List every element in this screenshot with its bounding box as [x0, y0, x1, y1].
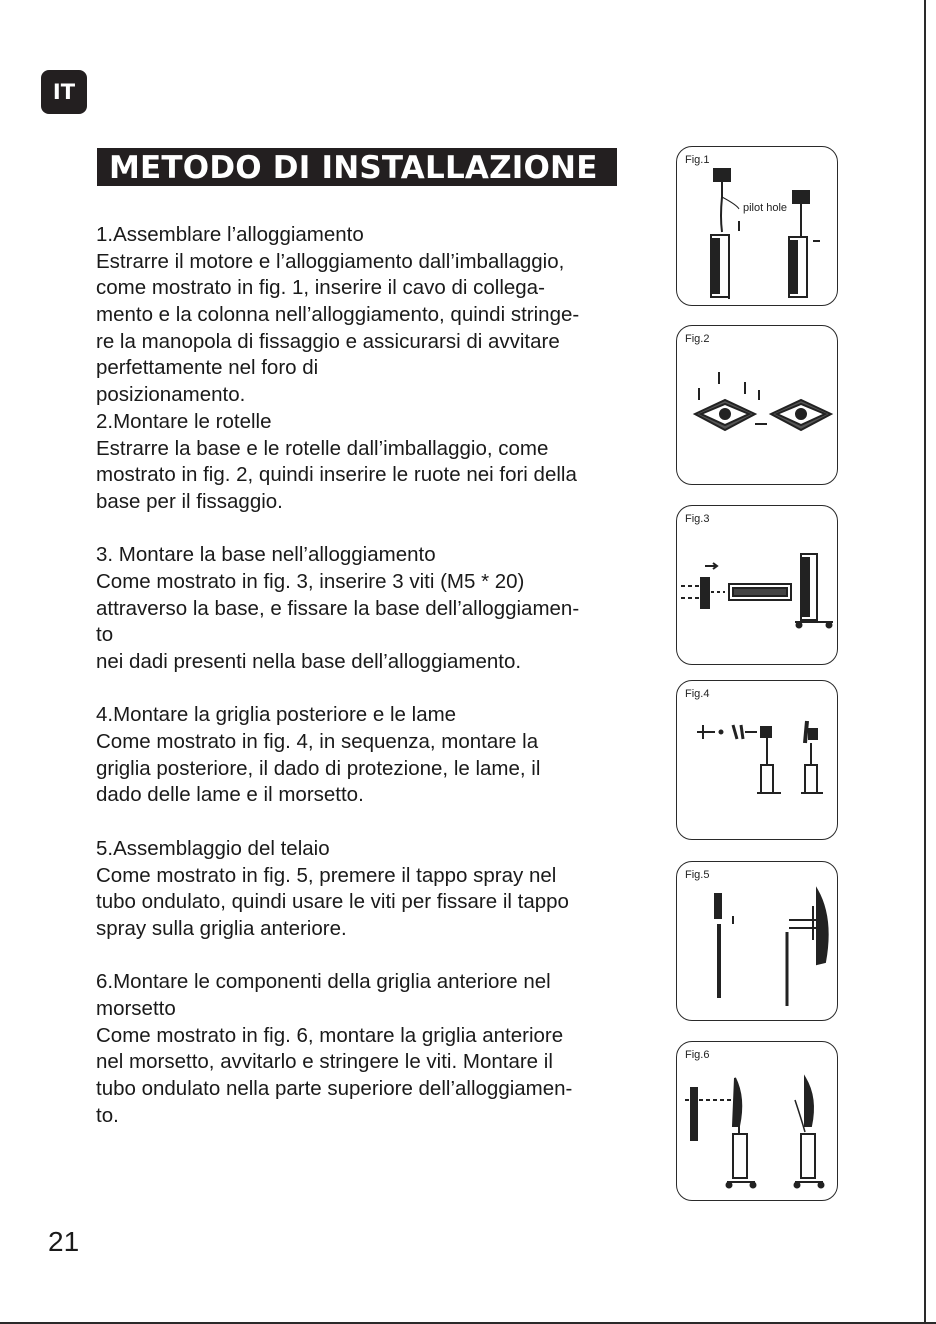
- figure-label: Fig.6: [685, 1049, 710, 1061]
- text-line: perfettamente nel foro di: [96, 356, 319, 380]
- text-line: Come mostrato in fig. 5, premere il tappo spray nel: [96, 863, 557, 887]
- text-line: 6.Montare le componenti della griglia anteriore nel: [96, 970, 551, 994]
- fig3-illustration: [677, 506, 839, 666]
- text-line: 1.Assemblare l’alloggiamento: [96, 223, 364, 246]
- text-line: 4.Montare la griglia posteriore e le lame: [96, 703, 457, 727]
- page-title: METODO DI INSTALLAZIONE: [97, 148, 617, 186]
- instructions-text: [96, 222, 636, 1129]
- text-line: posizionamento.: [96, 383, 246, 407]
- fig4-illustration: [677, 681, 839, 841]
- fig2-illustration: [677, 326, 839, 486]
- figure-2: [676, 325, 838, 485]
- text-line: nei dadi presenti nella base dell’alloggiamento.: [96, 650, 522, 673]
- text-line: Estrarre la base e le rotelle dall’imballaggio, come: [96, 436, 549, 460]
- text-line: Come mostrato in fig. 4, in sequenza, montare la: [96, 730, 539, 754]
- text-line: re la manopola di fissaggio e assicurarsi di avvitare: [96, 329, 560, 353]
- text-line: griglia posteriore, il dado di protezione, le lame, il: [96, 756, 541, 780]
- text-line: spray sulla griglia anteriore.: [96, 916, 347, 940]
- text-line: Come mostrato in fig. 3, inserire 3 viti (M5 * 20): [96, 569, 525, 593]
- text-line: 3. Montare la base nell’alloggiamento: [96, 543, 436, 567]
- text-line: mostrato in fig. 2, quindi inserire le ruote nei fori della: [96, 463, 577, 487]
- figure-6: [676, 1041, 838, 1201]
- fig5-illustration: [677, 862, 839, 1022]
- text-line: to: [96, 623, 114, 647]
- page-number: 21: [48, 1226, 80, 1257]
- text-line: 2.Montare le rotelle: [96, 409, 272, 433]
- paragraph-gap: [96, 516, 636, 543]
- figure-label: Fig.2: [685, 333, 710, 345]
- text-line: Come mostrato in fig. 6, montare la griglia anteriore: [96, 1023, 564, 1047]
- text-line: tubo ondulato nella parte superiore dell’alloggiamen-: [96, 1077, 573, 1100]
- pilot-hole-annotation: pilot hole: [743, 202, 788, 214]
- language-badge: IT: [41, 70, 87, 114]
- fig1-illustration: [677, 147, 839, 307]
- fig6-illustration: [677, 1042, 839, 1202]
- figure-3: [676, 505, 838, 665]
- text-line: Estrarre il motore e l’alloggiamento dall’imballaggio,: [96, 249, 565, 273]
- text-line: to.: [96, 1103, 119, 1127]
- figure-label: Fig.5: [685, 869, 710, 881]
- text-line: base per il fissaggio.: [96, 489, 283, 513]
- figure-1: [676, 146, 838, 306]
- paragraph-gap: [96, 943, 636, 970]
- text-line: nel morsetto, avvitarlo e stringere le viti. Montare il: [96, 1050, 553, 1074]
- page-right-border: [924, 0, 926, 1324]
- text-line: mento e la colonna nell’alloggiamento, quindi stringe-: [96, 303, 580, 327]
- figure-5: [676, 861, 838, 1021]
- text-line: dado delle lame e il morsetto.: [96, 783, 364, 807]
- paragraph-gap: [96, 676, 636, 703]
- text-line: attraverso la base, e fissare la base dell’alloggiamen-: [96, 596, 580, 620]
- figure-label: Fig.1: [685, 154, 710, 166]
- text-line: morsetto: [96, 996, 176, 1020]
- paragraph-gap: [96, 809, 636, 836]
- text-line: 5.Assemblaggio del telaio: [96, 836, 330, 860]
- text-line: come mostrato in fig. 1, inserire il cavo di collega-: [96, 276, 545, 300]
- figure-4: [676, 680, 838, 840]
- figure-label: Fig.3: [685, 513, 710, 525]
- text-line: tubo ondulato, quindi usare le viti per fissare il tappo: [96, 890, 569, 914]
- figure-label: Fig.4: [685, 688, 710, 700]
